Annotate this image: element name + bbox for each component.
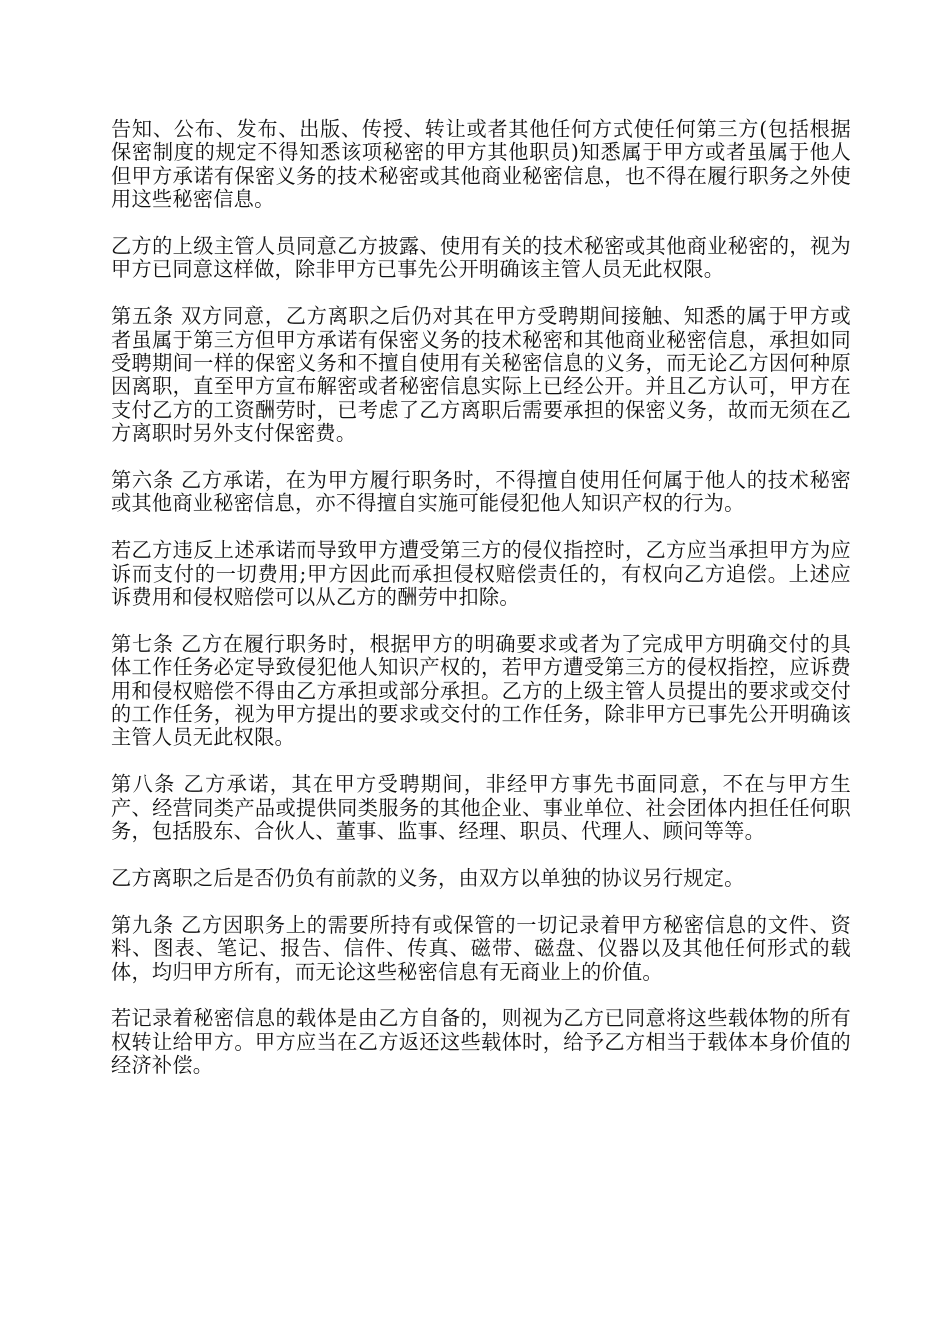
paragraph-article-5: 第五条 双方同意，乙方离职之后仍对其在甲方受聘期间接触、知悉的属于甲方或者虽属于第三方但甲方承诺有保密义务的技术秘密和其他商业秘密信息，承担如同受聘期间一样的保密义务和不擅自使用有关秘密信息的义务，而无论乙方因何种原因离职，直至甲方宣布解密或者秘密信息实际上已经公开。并且乙方认可，甲方在支付乙方的工资酬劳时，已考虑了乙方离职后需要承担的保密义务，故而无须在乙方离职时另外支付保密费。 — [111, 304, 851, 446]
paragraph-article-8: 第八条 乙方承诺，其在甲方受聘期间，非经甲方事先书面同意，不在与甲方生产、经营同类产品或提供同类服务的其他企业、事业单位、社会团体内担任任何职务，包括股东、合伙人、董事、监事、经理、职员、代理人、顾问等等。 — [111, 772, 851, 844]
paragraph-infringement-liability: 若乙方违反上述承诺而导致甲方遭受第三方的侵仪指控时，乙方应当承担甲方为应诉而支付的一切费用;甲方因此而承担侵权赔偿责任的，有权向乙方追偿。上述应诉费用和侵权赔偿可以从乙方的酬劳中扣除。 — [111, 538, 851, 610]
paragraph-post-departure-obligation: 乙方离职之后是否仍负有前款的义务，由双方以单独的协议另行规定。 — [111, 865, 745, 890]
paragraph-article-7: 第七条 乙方在履行职务时，根据甲方的明确要求或者为了完成甲方明确交付的具体工作任务必定导致侵犯他人知识产权的，若甲方遭受第三方的侵权指控，应诉费用和侵权赔偿不得由乙方承担或部分承担。乙方的上级主管人员提出的要求或交付的工作任务，视为甲方提出的要求或交付的工作任务，除非甲方已事先公开明确该主管人员无此权限。 — [111, 631, 851, 750]
paragraph-disclosure-prohibition: 告知、公布、发布、出版、传授、转让或者其他任何方式使任何第三方(包括根据保密制度的规定不得知悉该项秘密的甲方其他职员)知悉属于甲方或者虽属于他人但甲方承诺有保密义务的技术秘密或其他商业秘密信息，也不得在履行职务之外使用这些秘密信息。 — [111, 117, 851, 212]
document-body — [111, 118, 851, 1101]
paragraph-article-6: 第六条 乙方承诺，在为甲方履行职务时，不得擅自使用任何属于他人的技术秘密或其他商业秘密信息，亦不得擅自实施可能侵犯他人知识产权的行为。 — [111, 468, 851, 516]
paragraph-supervisor-consent: 乙方的上级主管人员同意乙方披露、使用有关的技术秘密或其他商业秘密的，视为甲方已同意这样做，除非甲方已事先公开明确该主管人员无此权限。 — [111, 234, 851, 282]
paragraph-article-9: 第九条 乙方因职务上的需要所持有或保管的一切记录着甲方秘密信息的文件、资料、图表、笔记、报告、信件、传真、磁带、磁盘、仪器以及其他任何形式的载体，均归甲方所有，而无论这些秘密信息有无商业上的价值。 — [111, 912, 851, 984]
paragraph-carrier-ownership: 若记录着秘密信息的载体是由乙方自备的，则视为乙方已同意将这些载体物的所有权转让给甲方。甲方应当在乙方返还这些载体时，给予乙方相当于载体本身价值的经济补偿。 — [111, 1006, 851, 1078]
